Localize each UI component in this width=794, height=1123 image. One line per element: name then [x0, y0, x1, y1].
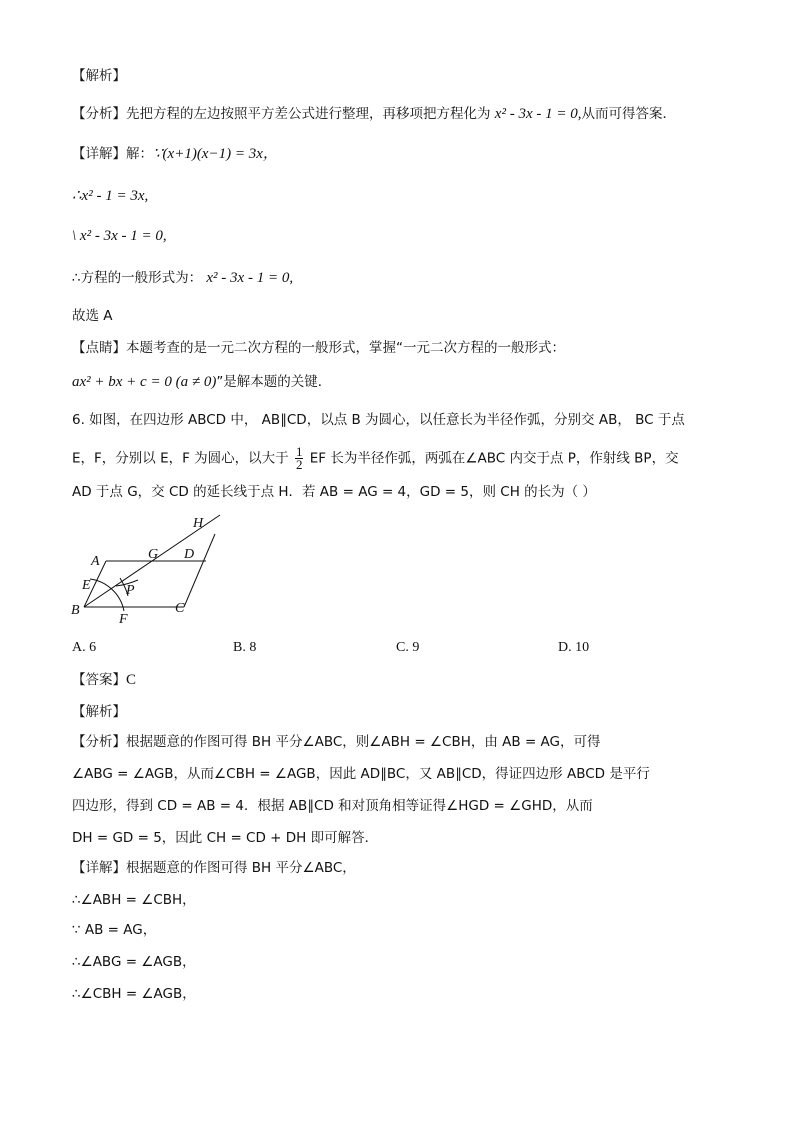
analysis-equation: x² - 3x - 1 = 0,	[494, 106, 582, 122]
comment-label: 【点睛】	[72, 340, 126, 356]
fraction-denominator: 2	[295, 457, 303, 472]
detail-step-1: ∴x² - 1 = 3x,	[72, 188, 149, 204]
detail-step-3-text: ∴方程的一般形式为：	[72, 270, 203, 286]
detail-step-0: ∵(x+1)(x−1) = 3x，	[153, 146, 278, 162]
label-h: H	[193, 516, 204, 531]
answer-label: 【答案】	[72, 672, 126, 688]
fraction-one-half	[295, 446, 304, 471]
solution-detail-text: 根据题意的作图可得 BH 平分∠ABC，	[126, 860, 356, 876]
label-e: E	[82, 578, 91, 593]
fraction-numerator: 1	[295, 444, 303, 459]
label-b: B	[71, 603, 80, 618]
label-g: G	[148, 547, 159, 562]
segment-cd-extended	[184, 534, 215, 607]
label-c: C	[175, 601, 185, 616]
question-6-line-3: AD 于点 G，交 CD 的延长线于点 H．若 AB = AG = 4，GD = 5，则 CH 的长为（ ）	[72, 484, 596, 500]
detail-step-3-eq: x² - 3x - 1 = 0,	[206, 270, 294, 286]
solution-analysis-line-3: 四边形，得到 CD = AB = 4．根据 AB∥CD 和对顶角相等证得∠HGD = ∠GHD，从而	[72, 798, 593, 814]
label-f: F	[119, 612, 128, 627]
label-d: D	[184, 547, 195, 562]
label-a: A	[91, 554, 100, 569]
solution-analysis-text-1: 根据题意的作图可得 BH 平分∠ABC，则∠ABH = ∠CBH，由 AB = AG，可得	[126, 734, 601, 750]
option-a: A. 6	[72, 640, 97, 655]
detail-text: 解：	[126, 146, 153, 162]
analysis-tail: 从而可得答案．	[581, 106, 676, 122]
geometry-figure	[60, 508, 240, 634]
section-label-analysis: 【解析】	[72, 68, 126, 84]
solution-analysis-line-1	[72, 732, 601, 752]
detail-line	[72, 144, 278, 164]
solution-detail-label: 【详解】	[72, 860, 126, 876]
analysis-line	[72, 104, 676, 124]
comment-text: 本题考查的是一元二次方程的一般形式，掌握“一元二次方程的一般形式：	[126, 340, 565, 356]
solution-step-4: ∴∠CBH = ∠AGB，	[72, 986, 196, 1002]
choice-answer: 故选 A	[72, 308, 113, 324]
detail-step-3	[72, 268, 293, 288]
solution-analysis-line-2: ∠ABG = ∠AGB，从而∠CBH = ∠AGB，因此 AD∥BC，又 AB∥CD，得证四边形 ABCD 是平行	[72, 766, 650, 782]
comment-line	[72, 338, 565, 358]
solution-analysis-label: 【解析】	[72, 704, 126, 720]
detail-step-2: \ x² - 3x - 1 = 0,	[72, 228, 167, 244]
analysis-label: 【分析】	[72, 106, 126, 122]
solution-analysis-tag: 【分析】	[72, 734, 126, 750]
question-6-line-1: 6. 如图，在四边形 ABCD 中， AB∥CD，以点 B 为圆心，以任意长为半径作弧，分别交 AB， BC 于点	[72, 412, 685, 428]
option-c: C. 9	[396, 640, 420, 655]
solution-step-2: ∵ AB = AG，	[72, 922, 157, 938]
solution-analysis-line-4: DH = GD = 5，因此 CH = CD + DH 即可解答．	[72, 830, 379, 846]
comment-equation: ax² + bx + c = 0 (a ≠ 0)	[72, 374, 217, 390]
detail-label: 【详解】	[72, 146, 126, 162]
option-b: B. 8	[233, 640, 257, 655]
answer-value: C	[126, 672, 137, 688]
question-6-line-2	[72, 446, 679, 471]
answer-line	[72, 670, 136, 690]
solution-step-1: ∴∠ABH = ∠CBH，	[72, 892, 196, 908]
comment-line-2	[72, 372, 331, 392]
comment-tail: ”是解本题的关键．	[216, 374, 332, 390]
solution-detail-line-1	[72, 858, 356, 878]
option-d: D. 10	[558, 640, 590, 655]
analysis-text: 先把方程的左边按照平方差公式进行整理，再移项把方程化为	[126, 106, 491, 122]
question-6-line-2a: E，F，分别以 E，F 为圆心，以大于	[72, 450, 289, 467]
label-p: P	[126, 583, 135, 598]
solution-step-3: ∴∠ABG = ∠AGB，	[72, 954, 196, 970]
question-6-line-2b: EF 长为半径作弧，两弧在∠ABC 内交于点 P，作射线 BP，交	[309, 450, 679, 467]
